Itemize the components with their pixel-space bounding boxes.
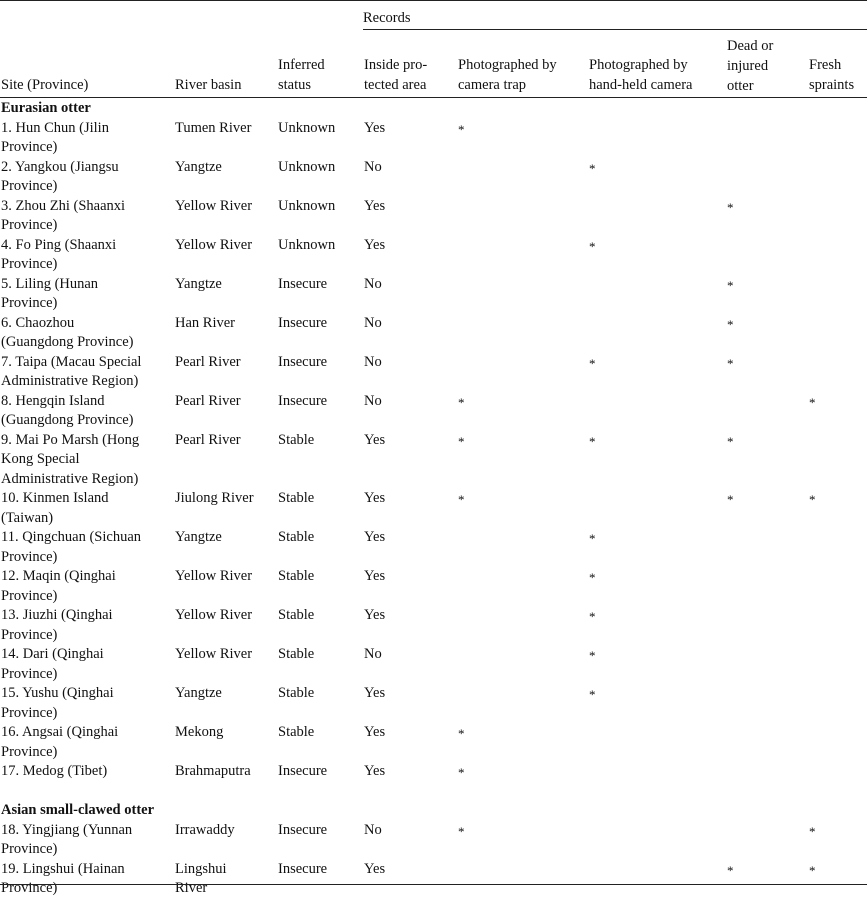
cell-dead (727, 489, 809, 528)
cell-handheld (589, 821, 727, 860)
cell-handheld (589, 528, 727, 567)
cell-trap (458, 314, 589, 353)
cell-site: 7. Taipa (Macau Special Administrative Region) (1, 353, 142, 389)
cell-trap (458, 275, 589, 314)
cell-inferred-status: Stable (278, 568, 315, 584)
cell-handheld (589, 606, 727, 645)
cell-site: 11. Qingchuan (Sichuan Province) (1, 529, 142, 565)
cell-trap (458, 645, 589, 684)
cell-handheld (589, 431, 727, 490)
section-title: Asian small-clawed otter (1, 802, 155, 818)
cell-site: 13. Jiuzhi (Qinghai Province) (1, 607, 113, 643)
cell-river-basin: Pearl River (175, 353, 241, 370)
cell-site: 16. Angsai (Qinghai Province) (1, 724, 119, 760)
cell-spraints (809, 489, 867, 528)
cell-river-basin: Yellow River (175, 607, 253, 623)
col-header-status: Inferred status (278, 57, 325, 93)
cell-handheld (589, 392, 727, 431)
cell-spraints (809, 353, 867, 392)
cell-inferred-status: Stable (278, 431, 315, 448)
cell-protected-area: Yes (364, 431, 386, 448)
section-title: Eurasian otter (1, 100, 91, 116)
table-row (0, 606, 867, 645)
cell-protected-area: Yes (364, 568, 386, 584)
record-mark: * (589, 531, 596, 546)
cell-dead (727, 762, 809, 801)
cell-river-basin: Pearl River (175, 431, 241, 448)
cell-handheld (589, 119, 727, 158)
cell-protected-area: Yes (364, 197, 386, 214)
table-row (0, 353, 867, 392)
cell-river-basin: Brahmaputra (175, 763, 251, 779)
cell-inferred-status: Stable (278, 607, 315, 623)
cell-site: 19. Lingshui (Hainan Province) (1, 860, 125, 896)
cell-trap (458, 489, 589, 528)
cell-inferred-status: Insecure (278, 314, 328, 331)
record-mark: * (589, 238, 596, 254)
table-row (0, 236, 867, 275)
table-row (0, 762, 867, 801)
cell-protected-area: Yes (364, 119, 386, 136)
table-row (0, 197, 867, 236)
cell-site: 3. Zhou Zhi (Shaanxi Province) (1, 197, 126, 233)
cell-protected-area: Yes (364, 607, 386, 623)
cell-protected-area: No (364, 158, 382, 175)
record-mark: * (589, 609, 596, 624)
cell-inferred-status: Unknown (278, 158, 336, 175)
cell-handheld (589, 314, 727, 353)
col-header-camera-trap: Photographed by camera trap (458, 57, 557, 93)
cell-trap (458, 606, 589, 645)
cell-spraints (809, 236, 867, 275)
cell-protected-area: No (364, 821, 382, 838)
cell-site: 6. Chaozhou (Guangdong Province) (1, 314, 134, 350)
record-mark: * (458, 492, 465, 507)
cell-spraints (809, 314, 867, 353)
cell-inferred-status: Insecure (278, 392, 328, 409)
cell-trap (458, 684, 589, 723)
record-mark: * (589, 570, 596, 585)
table-row (0, 489, 867, 528)
table-row (0, 528, 867, 567)
cell-site: 1. Hun Chun (Jilin Province) (1, 119, 109, 155)
cell-protected-area: No (364, 353, 382, 370)
cell-trap (458, 392, 589, 431)
cell-site: 14. Dari (Qinghai Province) (1, 646, 104, 682)
cell-river-basin: Tumen River (175, 119, 252, 136)
table-row (0, 275, 867, 314)
cell-protected-area: No (364, 275, 382, 292)
cell-dead (727, 119, 809, 158)
cell-dead (727, 821, 809, 860)
record-mark: * (727, 492, 734, 507)
cell-trap (458, 353, 589, 392)
cell-inferred-status: Insecure (278, 821, 328, 838)
cell-river-basin: Yangtze (175, 158, 222, 175)
cell-river-basin: Yangtze (175, 529, 222, 545)
cell-dead (727, 353, 809, 392)
cell-spraints (809, 606, 867, 645)
cell-dead (727, 197, 809, 236)
col-header-handheld: Photographed by hand-held camera (589, 57, 693, 93)
cell-trap (458, 821, 589, 860)
cell-river-basin: Yellow River (175, 568, 253, 584)
cell-site: 17. Medog (Tibet) (1, 763, 108, 779)
record-mark: * (727, 433, 734, 449)
records-group-header: Records (363, 10, 411, 26)
cell-handheld (589, 860, 727, 899)
cell-river-basin: Yangtze (175, 275, 222, 292)
cell-handheld (589, 723, 727, 762)
record-mark: * (809, 823, 816, 839)
cell-trap (458, 158, 589, 197)
cell-protected-area: Yes (364, 490, 386, 506)
cell-dead (727, 860, 809, 899)
cell-protected-area: No (364, 314, 382, 331)
cell-protected-area: Yes (364, 685, 386, 701)
cell-spraints (809, 197, 867, 236)
cell-trap (458, 236, 589, 275)
table-row (0, 684, 867, 723)
record-mark: * (458, 823, 465, 839)
cell-dead (727, 236, 809, 275)
record-mark: * (727, 862, 734, 878)
cell-protected-area: Yes (364, 236, 386, 253)
record-mark: * (589, 687, 596, 702)
cell-protected-area: Yes (364, 860, 386, 877)
record-mark: * (458, 394, 465, 410)
cell-protected-area: No (364, 646, 382, 662)
cell-spraints (809, 528, 867, 567)
record-mark: * (727, 199, 734, 215)
cell-spraints (809, 567, 867, 606)
cell-river-basin: Mekong (175, 724, 224, 740)
cell-protected-area: No (364, 392, 382, 409)
table-row (0, 860, 867, 899)
cell-inferred-status: Stable (278, 529, 315, 545)
cell-handheld (589, 684, 727, 723)
cell-inferred-status: Stable (278, 685, 315, 701)
col-header-protected: Inside pro- tected area (364, 57, 428, 93)
table-bottom-rule (0, 884, 867, 885)
cell-spraints (809, 723, 867, 762)
record-mark: * (727, 277, 734, 293)
col-header-dead-otter: Dead or injured otter (727, 38, 774, 94)
cell-dead (727, 158, 809, 197)
cell-spraints (809, 821, 867, 860)
cell-site: 8. Hengqin Island (Guangdong Province) (1, 392, 134, 428)
table-row (0, 392, 867, 431)
cell-trap (458, 431, 589, 490)
table-row (0, 119, 867, 158)
cell-site: 10. Kinmen Island (Taiwan) (1, 490, 109, 526)
cell-handheld (589, 197, 727, 236)
cell-river-basin: Yellow River (175, 646, 253, 662)
table-row (0, 723, 867, 762)
cell-river-basin: Jiulong River (175, 490, 254, 506)
cell-spraints (809, 431, 867, 490)
cell-dead (727, 567, 809, 606)
table-row (0, 821, 867, 860)
table-row (0, 645, 867, 684)
record-mark: * (458, 726, 465, 741)
cell-spraints (809, 392, 867, 431)
cell-dead (727, 431, 809, 490)
cell-inferred-status: Insecure (278, 860, 328, 877)
cell-spraints (809, 645, 867, 684)
cell-site: 4. Fo Ping (Shaanxi Province) (1, 236, 117, 272)
cell-handheld (589, 567, 727, 606)
cell-spraints (809, 762, 867, 801)
cell-handheld (589, 353, 727, 392)
cell-site: 15. Yushu (Qinghai Province) (1, 685, 114, 721)
record-mark: * (809, 862, 816, 878)
cell-dead (727, 723, 809, 762)
table-row (0, 567, 867, 606)
cell-inferred-status: Insecure (278, 353, 328, 370)
data-table (0, 99, 867, 899)
cell-spraints (809, 275, 867, 314)
record-mark: * (458, 121, 465, 137)
record-mark: * (589, 433, 596, 449)
cell-site: 2. Yangkou (Jiangsu Province) (1, 158, 119, 194)
cell-trap (458, 762, 589, 801)
cell-trap (458, 528, 589, 567)
record-mark: * (458, 433, 465, 449)
table-row (0, 158, 867, 197)
cell-handheld (589, 275, 727, 314)
cell-inferred-status: Unknown (278, 119, 336, 136)
cell-inferred-status: Insecure (278, 275, 328, 292)
cell-dead (727, 528, 809, 567)
cell-spraints (809, 119, 867, 158)
col-header-spraints: Fresh spraints (809, 57, 855, 93)
cell-dead (727, 684, 809, 723)
cell-river-basin: Yellow River (175, 236, 253, 253)
record-mark: * (458, 765, 465, 780)
cell-site: 9. Mai Po Marsh (Hong Kong Special Administrative Region) (1, 431, 140, 487)
cell-inferred-status: Unknown (278, 236, 336, 253)
record-mark: * (589, 160, 596, 176)
header-bottom-rule (0, 97, 867, 98)
col-header-basin: River basin (175, 77, 242, 93)
record-mark: * (727, 355, 734, 371)
cell-protected-area: Yes (364, 529, 386, 545)
cell-handheld (589, 489, 727, 528)
cell-dead (727, 314, 809, 353)
cell-spraints (809, 860, 867, 899)
cell-spraints (809, 684, 867, 723)
cell-trap (458, 119, 589, 158)
cell-trap (458, 723, 589, 762)
cell-inferred-status: Stable (278, 724, 315, 740)
cell-dead (727, 606, 809, 645)
cell-inferred-status: Stable (278, 646, 315, 662)
section-row (0, 801, 867, 821)
cell-protected-area: Yes (364, 724, 386, 740)
cell-river-basin: Yellow River (175, 197, 253, 214)
cell-inferred-status: Unknown (278, 197, 336, 214)
record-mark: * (727, 316, 734, 332)
cell-river-basin: Pearl River (175, 392, 241, 409)
table-row (0, 314, 867, 353)
cell-trap (458, 567, 589, 606)
cell-dead (727, 645, 809, 684)
cell-site: 12. Maqin (Qinghai Province) (1, 568, 116, 604)
cell-spraints (809, 158, 867, 197)
cell-river-basin: Han River (175, 314, 235, 331)
cell-inferred-status: Insecure (278, 763, 328, 779)
cell-site: 18. Yingjiang (Yunnan Province) (1, 821, 133, 857)
cell-site: 5. Liling (Hunan Province) (1, 275, 99, 311)
record-mark: * (589, 355, 596, 371)
cell-river-basin: Irrawaddy (175, 821, 235, 838)
cell-river-basin: Yangtze (175, 685, 222, 701)
records-group-rule (363, 29, 867, 30)
cell-handheld (589, 645, 727, 684)
cell-handheld (589, 158, 727, 197)
cell-dead (727, 275, 809, 314)
cell-river-basin: Lingshui River (175, 860, 227, 896)
record-mark: * (809, 492, 816, 507)
record-mark: * (809, 394, 816, 410)
cell-inferred-status: Stable (278, 490, 315, 506)
cell-handheld (589, 762, 727, 801)
record-mark: * (589, 648, 596, 663)
col-header-site: Site (Province) (1, 77, 89, 93)
cell-trap (458, 197, 589, 236)
cell-handheld (589, 236, 727, 275)
table-row (0, 431, 867, 490)
cell-trap (458, 860, 589, 899)
cell-dead (727, 392, 809, 431)
section-row (0, 99, 867, 119)
table-top-rule (0, 0, 867, 1)
cell-protected-area: Yes (364, 763, 386, 779)
